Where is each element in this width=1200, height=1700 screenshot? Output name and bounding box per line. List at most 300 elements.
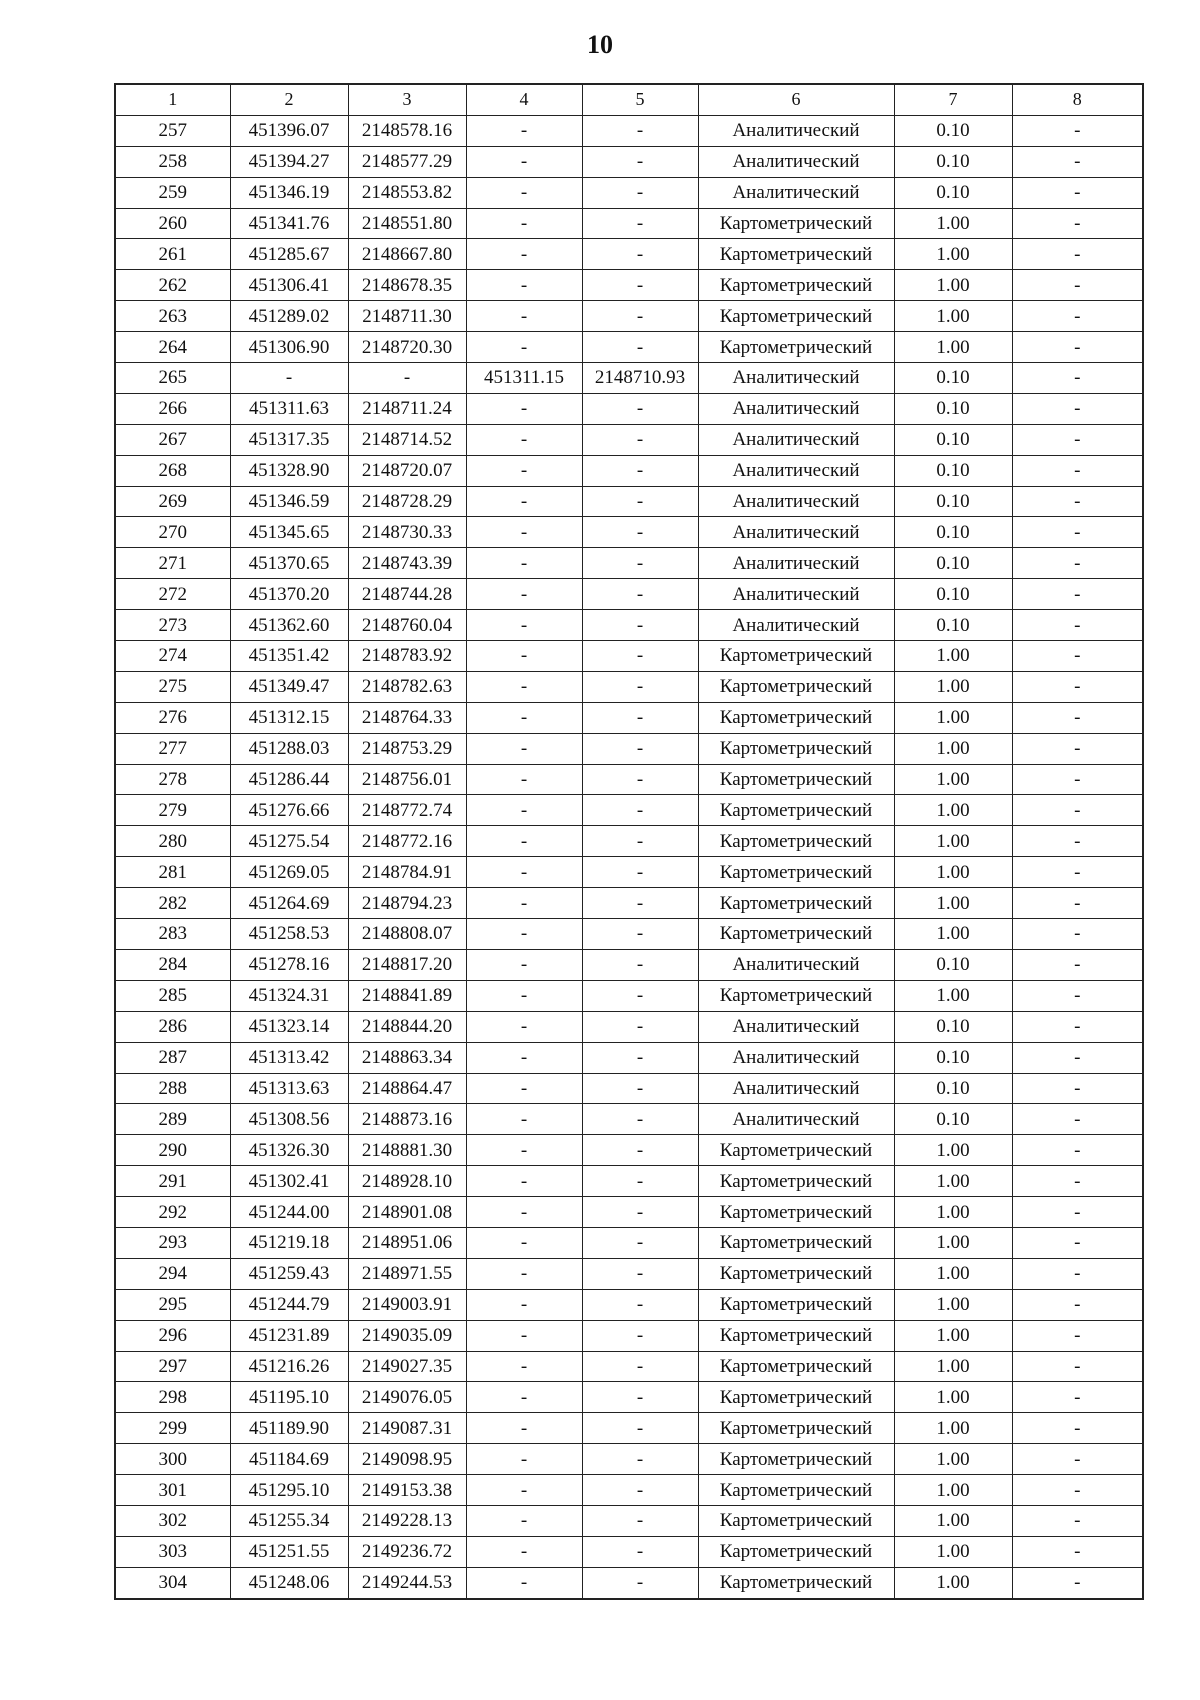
table-cell: -	[582, 610, 698, 641]
table-cell: -	[582, 980, 698, 1011]
table-cell: -	[1012, 702, 1143, 733]
table-cell: 285	[115, 980, 230, 1011]
table-cell: 2148730.33	[348, 517, 466, 548]
table-cell: Картометрический	[698, 1227, 894, 1258]
table-cell: -	[1012, 671, 1143, 702]
table-cell: 0.10	[894, 548, 1012, 579]
table-cell: 1.00	[894, 1475, 1012, 1506]
table-cell: 451317.35	[230, 424, 348, 455]
table-cell: -	[582, 486, 698, 517]
table-cell: 300	[115, 1444, 230, 1475]
table-cell: -	[1012, 363, 1143, 394]
table-cell: -	[1012, 1104, 1143, 1135]
table-cell: Аналитический	[698, 115, 894, 146]
table-cell: 451306.41	[230, 270, 348, 301]
table-cell: 2148863.34	[348, 1042, 466, 1073]
table-row	[115, 486, 1143, 517]
table-cell: -	[466, 1444, 582, 1475]
table-row	[115, 641, 1143, 672]
table-cell: 1.00	[894, 1567, 1012, 1598]
table-cell: 2148678.35	[348, 270, 466, 301]
table-cell: -	[582, 270, 698, 301]
table-cell: 280	[115, 826, 230, 857]
table-cell: Картометрический	[698, 1289, 894, 1320]
table-row	[115, 579, 1143, 610]
table-cell: 1.00	[894, 1536, 1012, 1567]
table-cell: Аналитический	[698, 949, 894, 980]
table-cell: 2148728.29	[348, 486, 466, 517]
table-cell: -	[466, 1073, 582, 1104]
table-cell: Картометрический	[698, 1135, 894, 1166]
table-row	[115, 548, 1143, 579]
table-row	[115, 1166, 1143, 1197]
table-cell: -	[1012, 919, 1143, 950]
table-cell: 451258.53	[230, 919, 348, 950]
table-cell: Аналитический	[698, 424, 894, 455]
table-cell: -	[1012, 764, 1143, 795]
table-cell: -	[466, 548, 582, 579]
table-row	[115, 671, 1143, 702]
table-cell: 451184.69	[230, 1444, 348, 1475]
table-cell: 451244.00	[230, 1197, 348, 1228]
table-row	[115, 826, 1143, 857]
table-cell: 2148772.74	[348, 795, 466, 826]
table-cell: -	[1012, 177, 1143, 208]
table-cell: -	[466, 579, 582, 610]
table-cell: 2148808.07	[348, 919, 466, 950]
table-cell: 2148753.29	[348, 733, 466, 764]
table-cell: -	[582, 517, 698, 548]
table-cell: 267	[115, 424, 230, 455]
table-cell: Аналитический	[698, 579, 894, 610]
table-cell: -	[1012, 1042, 1143, 1073]
table-cell: 2148772.16	[348, 826, 466, 857]
table-cell: 451289.02	[230, 301, 348, 332]
table-cell: -	[1012, 1444, 1143, 1475]
table-row	[115, 1536, 1143, 1567]
table-cell: -	[466, 1289, 582, 1320]
table-cell: 1.00	[894, 332, 1012, 363]
table-cell: -	[1012, 146, 1143, 177]
table-row	[115, 888, 1143, 919]
table-cell: 263	[115, 301, 230, 332]
table-row	[115, 239, 1143, 270]
table-cell: -	[1012, 548, 1143, 579]
table-cell: 261	[115, 239, 230, 270]
table-cell: 291	[115, 1166, 230, 1197]
table-cell: -	[466, 857, 582, 888]
table-cell: 1.00	[894, 919, 1012, 950]
table-cell: 0.10	[894, 115, 1012, 146]
table-cell: 2149236.72	[348, 1536, 466, 1567]
table-cell: -	[582, 424, 698, 455]
table-cell: -	[1012, 857, 1143, 888]
table-cell: -	[1012, 455, 1143, 486]
table-cell: -	[1012, 949, 1143, 980]
table-cell: 286	[115, 1011, 230, 1042]
table-cell: Картометрический	[698, 1413, 894, 1444]
table-cell: 271	[115, 548, 230, 579]
table-cell: -	[582, 1505, 698, 1536]
table-cell: Аналитический	[698, 363, 894, 394]
table-row	[115, 1413, 1143, 1444]
table-row	[115, 455, 1143, 486]
table-cell: 1.00	[894, 1289, 1012, 1320]
table-cell: 1.00	[894, 239, 1012, 270]
table-cell: Картометрический	[698, 857, 894, 888]
table-cell: 272	[115, 579, 230, 610]
table-cell: -	[582, 115, 698, 146]
table-cell: 2148901.08	[348, 1197, 466, 1228]
table-cell: 2148844.20	[348, 1011, 466, 1042]
table-cell: -	[582, 1382, 698, 1413]
table-cell: 299	[115, 1413, 230, 1444]
table-cell: 2148928.10	[348, 1166, 466, 1197]
table-cell: -	[1012, 1227, 1143, 1258]
table-cell: Аналитический	[698, 1042, 894, 1073]
table-cell: -	[466, 146, 582, 177]
table-cell: -	[466, 517, 582, 548]
table-cell: 0.10	[894, 486, 1012, 517]
table-cell: 2148744.28	[348, 579, 466, 610]
table-cell: -	[466, 641, 582, 672]
table-cell: -	[1012, 1567, 1143, 1598]
table-cell: 2148710.93	[582, 363, 698, 394]
table-cell: 451195.10	[230, 1382, 348, 1413]
table-cell: 2149027.35	[348, 1351, 466, 1382]
table-row	[115, 1104, 1143, 1135]
table-cell: -	[466, 177, 582, 208]
table-cell: 2148711.30	[348, 301, 466, 332]
table-cell: 1.00	[894, 270, 1012, 301]
table-cell: 451324.31	[230, 980, 348, 1011]
table-cell: 287	[115, 1042, 230, 1073]
table-cell: -	[466, 332, 582, 363]
table-cell: -	[466, 826, 582, 857]
table-cell: 0.10	[894, 1042, 1012, 1073]
table-cell: -	[1012, 1505, 1143, 1536]
table-cell: 451346.59	[230, 486, 348, 517]
table-cell: 1.00	[894, 208, 1012, 239]
table-cell: 270	[115, 517, 230, 548]
table-cell: 260	[115, 208, 230, 239]
column-header-4: 4	[466, 84, 582, 115]
table-row	[115, 301, 1143, 332]
column-header-6: 6	[698, 84, 894, 115]
table-row	[115, 949, 1143, 980]
table-cell: Картометрический	[698, 641, 894, 672]
table-cell: 451351.42	[230, 641, 348, 672]
table-row	[115, 177, 1143, 208]
table-cell: -	[466, 1166, 582, 1197]
table-cell: 2148756.01	[348, 764, 466, 795]
table-cell: 1.00	[894, 1135, 1012, 1166]
table-cell: 2149087.31	[348, 1413, 466, 1444]
table-row	[115, 1475, 1143, 1506]
table-cell: 297	[115, 1351, 230, 1382]
table-row	[115, 332, 1143, 363]
table-row	[115, 424, 1143, 455]
table-row	[115, 1567, 1143, 1598]
table-cell: 451308.56	[230, 1104, 348, 1135]
table-cell: Картометрический	[698, 1197, 894, 1228]
table-cell: -	[582, 795, 698, 826]
table-cell: 259	[115, 177, 230, 208]
table-cell: -	[582, 177, 698, 208]
table-cell: -	[1012, 393, 1143, 424]
table-cell: -	[582, 641, 698, 672]
column-header-7: 7	[894, 84, 1012, 115]
table-cell: 292	[115, 1197, 230, 1228]
table-cell: 268	[115, 455, 230, 486]
table-cell: -	[466, 1382, 582, 1413]
table-cell: 2148971.55	[348, 1258, 466, 1289]
table-cell: Картометрический	[698, 702, 894, 733]
table-cell: 1.00	[894, 1382, 1012, 1413]
table-cell: 451362.60	[230, 610, 348, 641]
table-row	[115, 1135, 1143, 1166]
table-cell: -	[466, 764, 582, 795]
table-cell: -	[1012, 1073, 1143, 1104]
table-cell: -	[582, 579, 698, 610]
table-cell: -	[582, 1073, 698, 1104]
table-cell: -	[1012, 1382, 1143, 1413]
table-cell: 2148783.92	[348, 641, 466, 672]
table-cell: -	[582, 1351, 698, 1382]
table-cell: Картометрический	[698, 980, 894, 1011]
table-cell: 275	[115, 671, 230, 702]
table-cell: 0.10	[894, 1011, 1012, 1042]
table-cell: Картометрический	[698, 1475, 894, 1506]
table-cell: -	[466, 1104, 582, 1135]
table-cell: 301	[115, 1475, 230, 1506]
table-cell: -	[582, 702, 698, 733]
table-cell: Картометрический	[698, 1382, 894, 1413]
table-cell: -	[466, 795, 582, 826]
table-cell: 451349.47	[230, 671, 348, 702]
column-header-5: 5	[582, 84, 698, 115]
table-cell: 1.00	[894, 1258, 1012, 1289]
table-cell: Картометрический	[698, 1258, 894, 1289]
table-cell: 2148714.52	[348, 424, 466, 455]
column-header-2: 2	[230, 84, 348, 115]
table-cell: 0.10	[894, 393, 1012, 424]
table-cell: -	[582, 1536, 698, 1567]
table-cell: Аналитический	[698, 177, 894, 208]
column-header-1: 1	[115, 84, 230, 115]
table-cell: 1.00	[894, 826, 1012, 857]
table-cell: 451396.07	[230, 115, 348, 146]
table-cell: -	[582, 332, 698, 363]
table-cell: 451275.54	[230, 826, 348, 857]
table-cell: Картометрический	[698, 888, 894, 919]
table-cell: -	[1012, 826, 1143, 857]
table-cell: Аналитический	[698, 1104, 894, 1135]
table-cell: -	[466, 208, 582, 239]
table-cell: 2148711.24	[348, 393, 466, 424]
table-cell: 294	[115, 1258, 230, 1289]
table-cell: 451370.65	[230, 548, 348, 579]
table-cell: -	[1012, 1135, 1143, 1166]
table-cell: 274	[115, 641, 230, 672]
table-cell: Аналитический	[698, 486, 894, 517]
table-cell: -	[582, 393, 698, 424]
table-cell: 2148881.30	[348, 1135, 466, 1166]
table-cell: -	[1012, 332, 1143, 363]
table-cell: 258	[115, 146, 230, 177]
table-cell: 1.00	[894, 764, 1012, 795]
table-cell: 2148764.33	[348, 702, 466, 733]
table-cell: Аналитический	[698, 610, 894, 641]
table-cell: -	[466, 1042, 582, 1073]
table-cell: 266	[115, 393, 230, 424]
table-cell: -	[582, 1258, 698, 1289]
table-row	[115, 393, 1143, 424]
table-cell: -	[466, 1567, 582, 1598]
table-cell: -	[466, 455, 582, 486]
table-cell: 451189.90	[230, 1413, 348, 1444]
table-cell: 257	[115, 115, 230, 146]
table-cell: -	[466, 671, 582, 702]
table-cell: -	[582, 919, 698, 950]
table-row	[115, 270, 1143, 301]
table-cell: -	[582, 764, 698, 795]
table-cell: -	[466, 1320, 582, 1351]
table-cell: Картометрический	[698, 764, 894, 795]
table-cell: 0.10	[894, 363, 1012, 394]
table-row	[115, 919, 1143, 950]
table-cell: 451278.16	[230, 949, 348, 980]
table-cell: -	[1012, 239, 1143, 270]
table-cell: -	[1012, 1258, 1143, 1289]
column-header-3: 3	[348, 84, 466, 115]
table-cell: -	[466, 1351, 582, 1382]
table-cell: 0.10	[894, 424, 1012, 455]
table-cell: Картометрический	[698, 671, 894, 702]
table-cell: -	[466, 393, 582, 424]
table-cell: Картометрический	[698, 1505, 894, 1536]
table-cell: Картометрический	[698, 1320, 894, 1351]
table-row	[115, 1444, 1143, 1475]
table-cell: 451231.89	[230, 1320, 348, 1351]
table-cell: Картометрический	[698, 826, 894, 857]
table-cell: Картометрический	[698, 919, 894, 950]
table-cell: 1.00	[894, 1505, 1012, 1536]
table-cell: -	[466, 1011, 582, 1042]
table-cell: 273	[115, 610, 230, 641]
table-cell: -	[466, 1227, 582, 1258]
table-cell: Картометрический	[698, 270, 894, 301]
table-cell: 451346.19	[230, 177, 348, 208]
table-cell: 2149003.91	[348, 1289, 466, 1320]
table-cell: -	[582, 671, 698, 702]
column-header-8: 8	[1012, 84, 1143, 115]
table-row	[115, 1073, 1143, 1104]
table-cell: 302	[115, 1505, 230, 1536]
table-cell: 1.00	[894, 1227, 1012, 1258]
table-cell: -	[582, 1042, 698, 1073]
table-cell: Картометрический	[698, 733, 894, 764]
table-cell: -	[466, 1536, 582, 1567]
table-cell: 2148951.06	[348, 1227, 466, 1258]
table-cell: -	[1012, 1536, 1143, 1567]
table-cell: Аналитический	[698, 1011, 894, 1042]
table-cell: -	[466, 610, 582, 641]
table-cell: 1.00	[894, 1444, 1012, 1475]
table-cell: 2148817.20	[348, 949, 466, 980]
table-cell: 284	[115, 949, 230, 980]
table-cell: 1.00	[894, 301, 1012, 332]
table-cell: 2148551.80	[348, 208, 466, 239]
table-cell: 2148553.82	[348, 177, 466, 208]
table-cell: 451248.06	[230, 1567, 348, 1598]
table-cell: 0.10	[894, 1073, 1012, 1104]
table-cell: 2148760.04	[348, 610, 466, 641]
table-cell: -	[582, 1413, 698, 1444]
table-cell: Картометрический	[698, 208, 894, 239]
table-cell: -	[1012, 486, 1143, 517]
table-cell: 293	[115, 1227, 230, 1258]
table-cell: -	[582, 1104, 698, 1135]
table-row	[115, 702, 1143, 733]
table-cell: -	[582, 548, 698, 579]
table-cell: -	[466, 1475, 582, 1506]
table-cell: 283	[115, 919, 230, 950]
table-cell: -	[466, 1197, 582, 1228]
table-cell: -	[466, 702, 582, 733]
table-cell: -	[466, 115, 582, 146]
table-cell: 451251.55	[230, 1536, 348, 1567]
table-cell: -	[1012, 1011, 1143, 1042]
table-row	[115, 1289, 1143, 1320]
table-cell: -	[466, 1505, 582, 1536]
table-cell: 290	[115, 1135, 230, 1166]
table-cell: 298	[115, 1382, 230, 1413]
table-cell: -	[582, 857, 698, 888]
table-cell: -	[1012, 1289, 1143, 1320]
table-row	[115, 610, 1143, 641]
table-cell: -	[466, 919, 582, 950]
table-cell: -	[1012, 424, 1143, 455]
table-cell: 264	[115, 332, 230, 363]
table-cell: 278	[115, 764, 230, 795]
table-cell: 451306.90	[230, 332, 348, 363]
table-cell: 282	[115, 888, 230, 919]
table-cell: -	[1012, 1320, 1143, 1351]
table-cell: 296	[115, 1320, 230, 1351]
table-row	[115, 795, 1143, 826]
table-cell: 451295.10	[230, 1475, 348, 1506]
table-cell: 451244.79	[230, 1289, 348, 1320]
table-cell: Картометрический	[698, 1567, 894, 1598]
table-row	[115, 1382, 1143, 1413]
table-cell: -	[1012, 115, 1143, 146]
table-cell: -	[466, 949, 582, 980]
table-cell: -	[466, 980, 582, 1011]
table-cell: 0.10	[894, 146, 1012, 177]
table-cell: 1.00	[894, 888, 1012, 919]
table-row	[115, 1197, 1143, 1228]
table-cell: Аналитический	[698, 455, 894, 486]
table-cell: 289	[115, 1104, 230, 1135]
table-cell: 2148794.23	[348, 888, 466, 919]
table-cell: 451276.66	[230, 795, 348, 826]
table-cell: -	[1012, 270, 1143, 301]
table-cell: 2149035.09	[348, 1320, 466, 1351]
table-cell: 1.00	[894, 1320, 1012, 1351]
table-cell: Аналитический	[698, 548, 894, 579]
table-cell: -	[582, 1475, 698, 1506]
